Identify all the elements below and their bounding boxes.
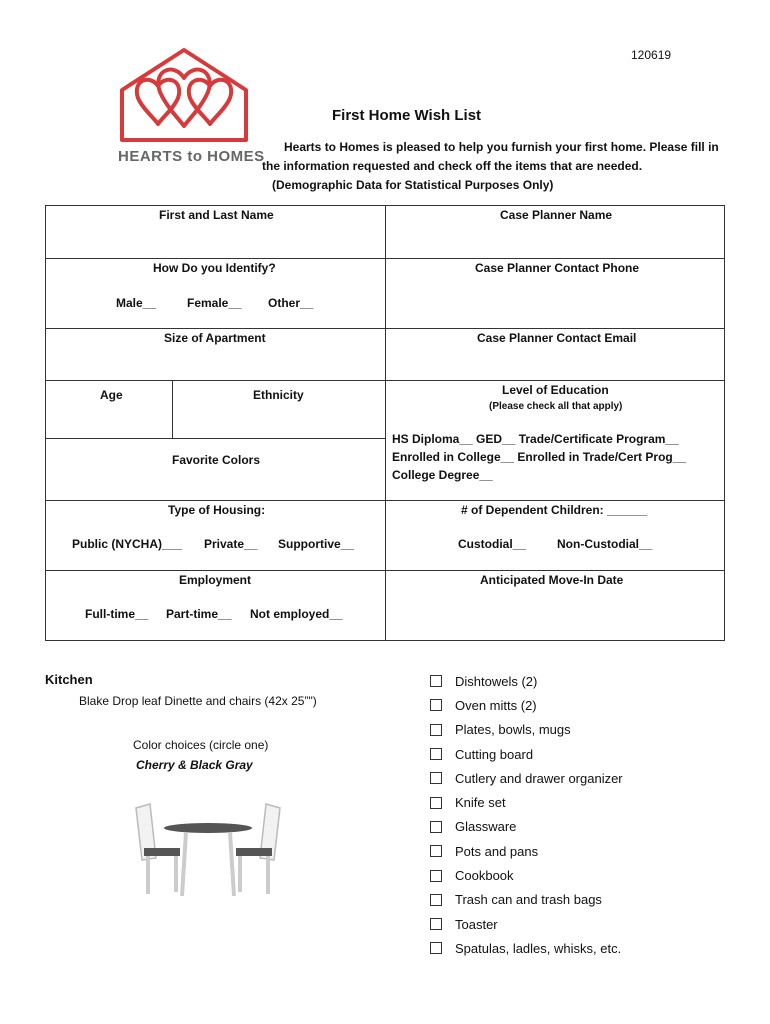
housing-private[interactable]: Private__ — [204, 537, 258, 551]
checklist-item-label: Cutlery and drawer organizer — [455, 770, 623, 786]
identify-other[interactable]: Other__ — [268, 296, 314, 310]
checkbox[interactable] — [430, 699, 442, 711]
housing-supportive[interactable]: Supportive__ — [278, 537, 355, 551]
checkbox[interactable] — [430, 675, 442, 687]
employment-label: Employment — [179, 573, 252, 587]
checklist-item-label: Dishtowels (2) — [455, 673, 538, 689]
dependents-label[interactable]: # of Dependent Children: ______ — [461, 503, 648, 517]
checklist-item[interactable] — [430, 693, 623, 717]
housing-public[interactable]: Public (NYCHA)___ — [72, 537, 183, 551]
checklist-item[interactable] — [430, 790, 623, 814]
employment-part-time[interactable]: Part-time__ — [166, 607, 232, 621]
favorite-colors-label: Favorite Colors — [172, 453, 261, 467]
employment-not-employed[interactable]: Not employed__ — [250, 607, 343, 621]
checkbox[interactable] — [430, 845, 442, 857]
non-custodial-option[interactable]: Non-Custodial__ — [557, 537, 653, 551]
dinette-description: Blake Drop leaf Dinette and chairs (42x 25”") — [79, 694, 317, 708]
page-title: First Home Wish List — [332, 107, 482, 124]
identify-label: How Do you Identify? — [153, 261, 276, 275]
case-planner-phone-label: Case Planner Contact Phone — [475, 261, 640, 275]
intro-line-3: (Demographic Data for Statistical Purposes Only) — [272, 178, 554, 192]
education-options-1[interactable]: HS Diploma__ GED__ Trade/Certificate Program__ — [392, 432, 679, 446]
checklist-item-label: Pots and pans — [455, 843, 539, 859]
checklist-item-label: Plates, bowls, mugs — [455, 722, 571, 738]
checklist-item-label: Spatulas, ladles, whisks, etc. — [455, 940, 622, 956]
checkbox[interactable] — [430, 748, 442, 760]
checklist-item[interactable] — [430, 669, 623, 693]
checklist-item[interactable] — [430, 718, 623, 742]
checklist-item-label: Glassware — [455, 819, 517, 835]
kitchen-checklist — [430, 669, 623, 961]
kitchen-heading: Kitchen — [45, 672, 93, 687]
checklist-item[interactable] — [430, 839, 623, 863]
color-choice-question: Color choices (circle one) — [133, 738, 269, 752]
case-planner-email-label: Case Planner Contact Email — [477, 331, 637, 345]
education-note: (Please check all that apply) — [489, 401, 623, 412]
checklist-item-label: Trash can and trash bags — [455, 892, 602, 908]
checklist-item-label: Oven mitts (2) — [455, 697, 537, 713]
checklist-item[interactable] — [430, 742, 623, 766]
logo-text: HEARTS to HOMES — [118, 148, 265, 165]
checkbox[interactable] — [430, 797, 442, 809]
checkbox[interactable] — [430, 894, 442, 906]
dinette-table-image — [128, 798, 288, 898]
first-last-name-label: First and Last Name — [159, 208, 274, 222]
intro-line-2: the information requested and check off the items that are needed. — [262, 159, 643, 173]
checklist-item[interactable] — [430, 863, 623, 887]
education-options-3[interactable]: College Degree__ — [392, 468, 493, 482]
intro-line-1: Hearts to Homes is pleased to help you furnish your first home. Please fill in — [284, 140, 719, 154]
checkbox[interactable] — [430, 870, 442, 882]
checklist-item[interactable] — [430, 815, 623, 839]
checklist-item[interactable] — [430, 912, 623, 936]
identify-female[interactable]: Female__ — [187, 296, 242, 310]
housing-label: Type of Housing: — [168, 503, 266, 517]
checklist-item-label: Knife set — [455, 795, 506, 811]
checkbox[interactable] — [430, 821, 442, 833]
education-options-2[interactable]: Enrolled in College__ Enrolled in Trade/Cert Prog__ — [392, 450, 687, 464]
checklist-item[interactable] — [430, 766, 623, 790]
identify-male[interactable]: Male__ — [116, 296, 157, 310]
color-options[interactable]: Cherry & Black Gray — [136, 758, 253, 772]
checkbox[interactable] — [430, 942, 442, 954]
case-planner-name-label: Case Planner Name — [500, 208, 613, 222]
checkbox[interactable] — [430, 724, 442, 736]
education-label: Level of Education — [502, 383, 609, 397]
checklist-item[interactable] — [430, 936, 623, 960]
employment-full-time[interactable]: Full-time__ — [85, 607, 149, 621]
checkbox[interactable] — [430, 772, 442, 784]
checklist-item-label: Cutting board — [455, 746, 534, 762]
custodial-option[interactable]: Custodial__ — [458, 537, 527, 551]
checklist-item-label: Toaster — [455, 916, 498, 932]
age-label: Age — [100, 388, 123, 402]
checkbox[interactable] — [430, 918, 442, 930]
ethnicity-label: Ethnicity — [253, 388, 304, 402]
apartment-size-label: Size of Apartment — [164, 331, 266, 345]
document-number: 120619 — [631, 48, 672, 62]
checklist-item-label: Cookbook — [455, 868, 514, 884]
move-in-date-label: Anticipated Move-In Date — [480, 573, 624, 587]
checklist-item[interactable] — [430, 888, 623, 912]
